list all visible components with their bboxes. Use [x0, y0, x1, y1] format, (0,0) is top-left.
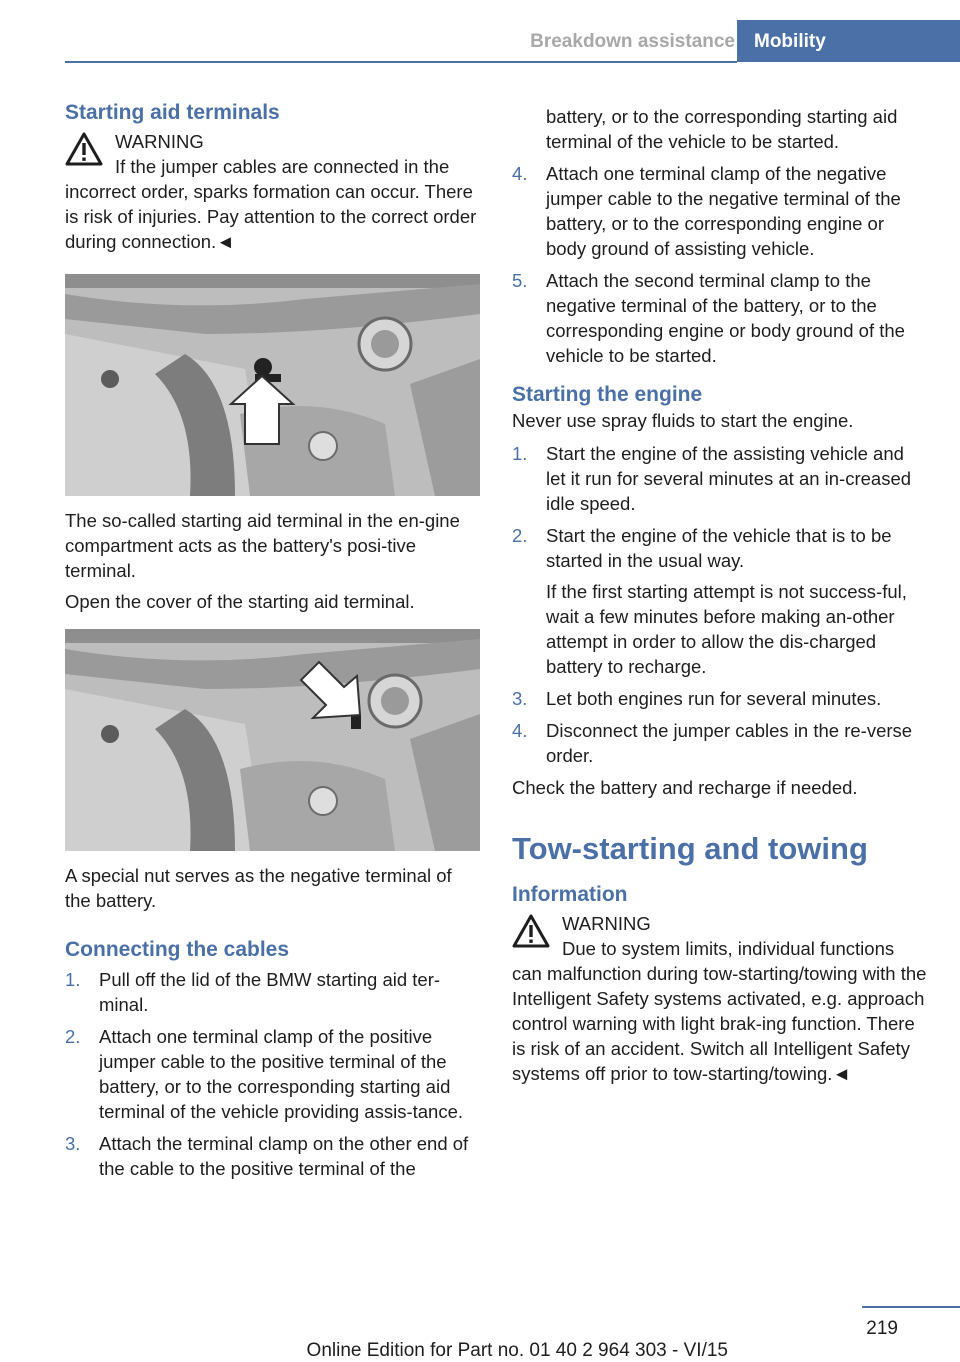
warning-label: WARNING [115, 131, 204, 152]
warning-icon [512, 914, 550, 948]
step-text: Attach the terminal clamp on the other end of the cable to the positive terminal of the [99, 1133, 469, 1179]
step-number: 3. [65, 1133, 81, 1154]
page-number: 219 [866, 1318, 898, 1339]
warning-icon [65, 132, 103, 166]
step-text: Attach one terminal clamp of the positive jumper cable to the positive terminal of the battery, or to the corresponding starting aid terminal of the vehicle providing assis-tance. [99, 1026, 464, 1122]
connecting-steps-list-continued [512, 161, 927, 368]
heading-tow-starting: Tow-starting and towing [512, 831, 868, 866]
warning-box-1 [65, 129, 480, 254]
step-number: 2. [65, 1026, 81, 1047]
warning-box-2 [512, 911, 927, 1086]
footer-rule [862, 1306, 960, 1308]
heading-starting-engine: Starting the engine [512, 383, 703, 406]
list-item [512, 268, 927, 368]
step-number: 1. [512, 443, 528, 464]
paragraph-open-cover: Open the cover of the starting aid terminal. [65, 591, 415, 612]
header-rule [65, 61, 737, 63]
left-column [65, 100, 480, 1188]
step-number: 4. [512, 720, 528, 741]
step-text: Disconnect the jumper cables in the re-verse order. [546, 720, 913, 766]
list-item [65, 1131, 480, 1181]
list-item [512, 718, 927, 768]
warning-text-first-line: If the jumper cables are connected in the [115, 156, 450, 177]
step-text: Attach one terminal clamp of the negative jumper cable to the negative terminal of the battery, or to the corresponding engine or body ground of assisting vehicle. [546, 163, 901, 259]
step-text: Pull off the lid of the BMW starting aid ter-minal. [99, 969, 441, 1015]
check-battery-text: Check the battery and recharge if needed. [512, 777, 858, 798]
header-chapter-tab: Mobility [737, 20, 960, 62]
list-item [512, 161, 927, 261]
list-item [65, 1024, 480, 1124]
heading-connecting-cables: Connecting the cables [65, 938, 290, 961]
warning-text: can malfunction during tow-starting/towing with the Intelligent Safety systems activated, e.g. approach control warning with light brak-ing function. There is risk of an accident. Switch all Intelligent Safety systems off prior to tow-starting/towing.◄ [512, 963, 927, 1084]
step-extra-text: If the first starting attempt is not success-ful, wait a few minutes before making an-other attempt in order to allow the dis-charged battery to recharge. [546, 581, 907, 677]
paragraph-special-nut: A special nut serves as the negative terminal of the battery. [65, 865, 452, 911]
step-text: Start the engine of the assisting vehicle and let it run for several minutes at an in-creased idle speed. [546, 443, 912, 514]
list-item [512, 523, 927, 679]
engine-photo-negative-terminal [65, 629, 480, 851]
connecting-steps-list [65, 967, 480, 1181]
warning-text-first-line: Due to system limits, individual functions [562, 938, 895, 959]
step-number: 4. [512, 163, 528, 184]
warning-label: WARNING [562, 913, 651, 934]
step-text: Start the engine of the vehicle that is to be started in the usual way. [546, 525, 892, 571]
footer-edition-text: Online Edition for Part no. 01 40 2 964 303 - VI/15 [306, 1340, 728, 1361]
engine-steps-list [512, 441, 927, 768]
step-text: Attach the second terminal clamp to the negative terminal of the battery, or to the corresponding engine or body ground of the vehicle to be started. [546, 270, 905, 366]
engine-intro: Never use spray fluids to start the engine. [512, 410, 854, 431]
right-column [512, 104, 927, 1086]
step-3-continuation: battery, or to the corresponding starting aid terminal of the vehicle to be started. [546, 106, 898, 152]
engine-photo-positive-terminal [65, 274, 480, 496]
list-item [65, 967, 480, 1017]
list-item [512, 441, 927, 516]
header-section-title: Breakdown assistance [530, 31, 735, 52]
heading-information: Information [512, 883, 628, 906]
step-number: 2. [512, 525, 528, 546]
paragraph-starting-aid-terminal: The so-called starting aid terminal in the en-gine compartment acts as the battery's posi-tive terminal. [65, 510, 460, 581]
step-number: 3. [512, 688, 528, 709]
heading-starting-aid-terminals: Starting aid terminals [65, 101, 280, 124]
step-number: 1. [65, 969, 81, 990]
warning-text: incorrect order, sparks formation can occur. There is risk of injuries. Pay attention to the correct order during connection.◄ [65, 181, 477, 252]
step-text: Let both engines run for several minutes. [546, 688, 882, 709]
list-item [512, 686, 927, 711]
step-number: 5. [512, 270, 528, 291]
